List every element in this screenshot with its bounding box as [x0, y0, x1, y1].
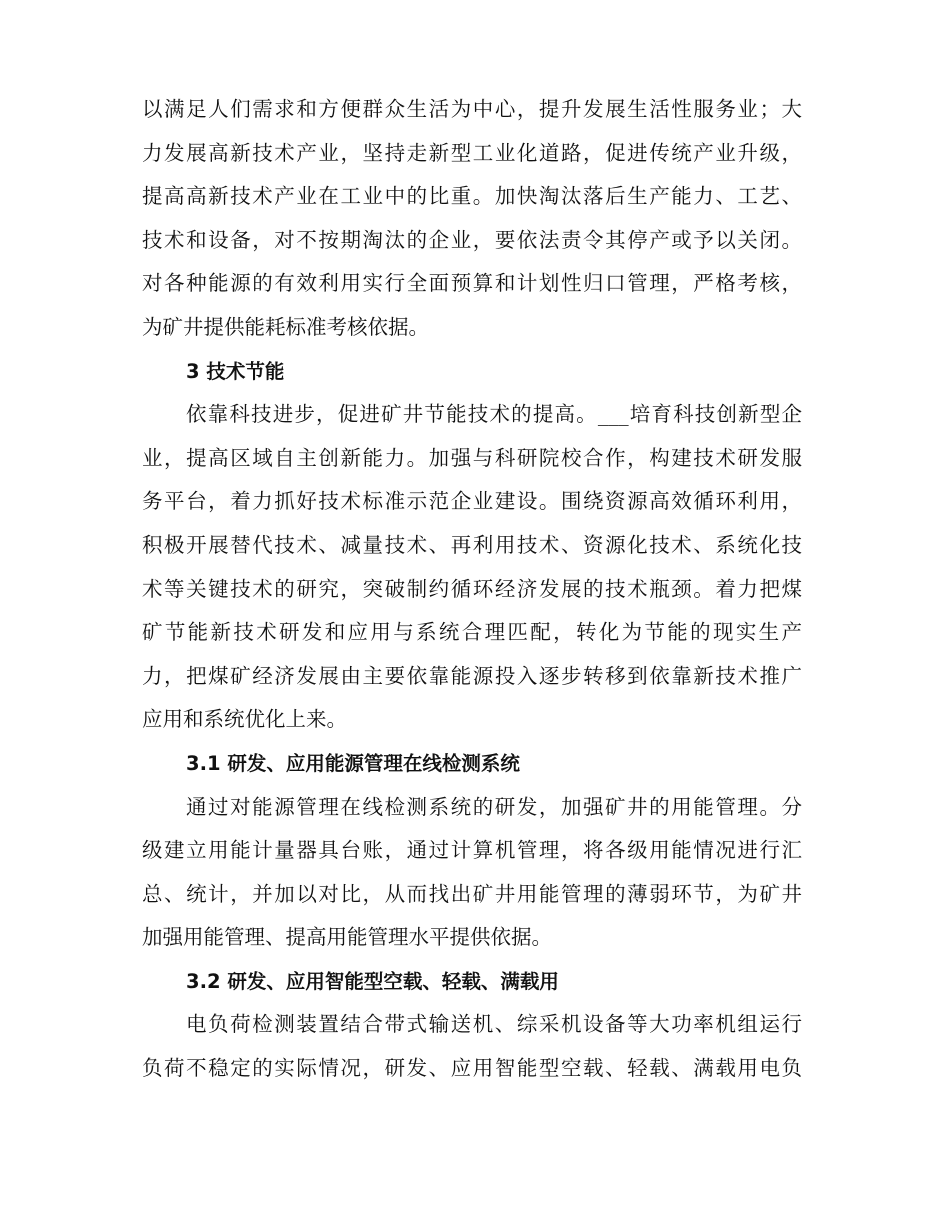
text-line: 对各种能源的有效利用实行全面预算和计划性归口管理，严格考核，: [142, 271, 802, 296]
text-line: 力，把煤矿经济发展由主要依靠能源投入逐步转移到依靠新技术推广: [142, 663, 802, 688]
text-line: 以满足人们需求和方便群众生活为中心，提升发展生活性服务业；大: [142, 97, 802, 121]
text-line: 负荷不稳定的实际情况，研发、应用智能型空载、轻载、满载用电负: [142, 1056, 802, 1081]
text-line: 通过对能源管理在线检测系统的研发，加强矿井的用能管理。分: [186, 794, 802, 819]
text-line: 提高高新技术产业在工业中的比重。加快淘汰落后生产能力、工艺、: [142, 184, 802, 209]
text-line: 电负荷检测装置结合带式输送机、综采机设备等大功率机组运行: [186, 1012, 802, 1037]
text-line: 力发展高新技术产业，坚持走新型工业化道路，促进传统产业升级，: [142, 140, 802, 165]
document-page: [142, 88, 802, 1091]
paragraph-intro: [142, 88, 802, 350]
text-line: 应用和系统优化上来。: [142, 707, 347, 732]
paragraph-section-3: [142, 393, 802, 742]
paragraph-section-3-2: [142, 1003, 802, 1090]
text-line: 技术和设备，对不按期淘汰的企业，要依法责令其停产或予以关闭。: [142, 227, 802, 252]
text-line: 业，提高区域自主创新能力。加强与科研院校合作，构建技术研发服: [142, 445, 802, 470]
text-line: 总、统计，并加以对比，从而找出矿井用能管理的薄弱环节，为矿井: [142, 881, 802, 906]
text-line: 依靠科技进步，促进矿井节能技术的提高。___培育科技创新型企: [186, 402, 802, 427]
text-line: 为矿井提供能耗标准考核依据。: [142, 314, 429, 339]
subsection-heading: 3.2 研发、应用智能型空载、轻载、满载用: [186, 969, 559, 993]
section-heading: 3 技术节能: [186, 359, 285, 383]
text-line: 矿节能新技术研发和应用与系统合理匹配，转化为节能的现实生产: [142, 620, 802, 645]
subsection-heading: 3.1 研发、应用能源管理在线检测系统: [186, 751, 520, 775]
text-line: 积极开展替代技术、减量技术、再利用技术、资源化技术、系统化技: [142, 532, 802, 557]
text-line: 加强用能管理、提高用能管理水平提供依据。: [142, 925, 552, 950]
text-line: 级建立用能计量器具台账，通过计算机管理，将各级用能情况进行汇: [142, 838, 802, 863]
paragraph-section-3-1: [142, 786, 802, 960]
text-line: 术等关键技术的研究，突破制约循环经济发展的技术瓶颈。着力把煤: [142, 576, 802, 601]
text-line: 务平台，着力抓好技术标准示范企业建设。围绕资源高效循环利用，: [142, 489, 802, 514]
